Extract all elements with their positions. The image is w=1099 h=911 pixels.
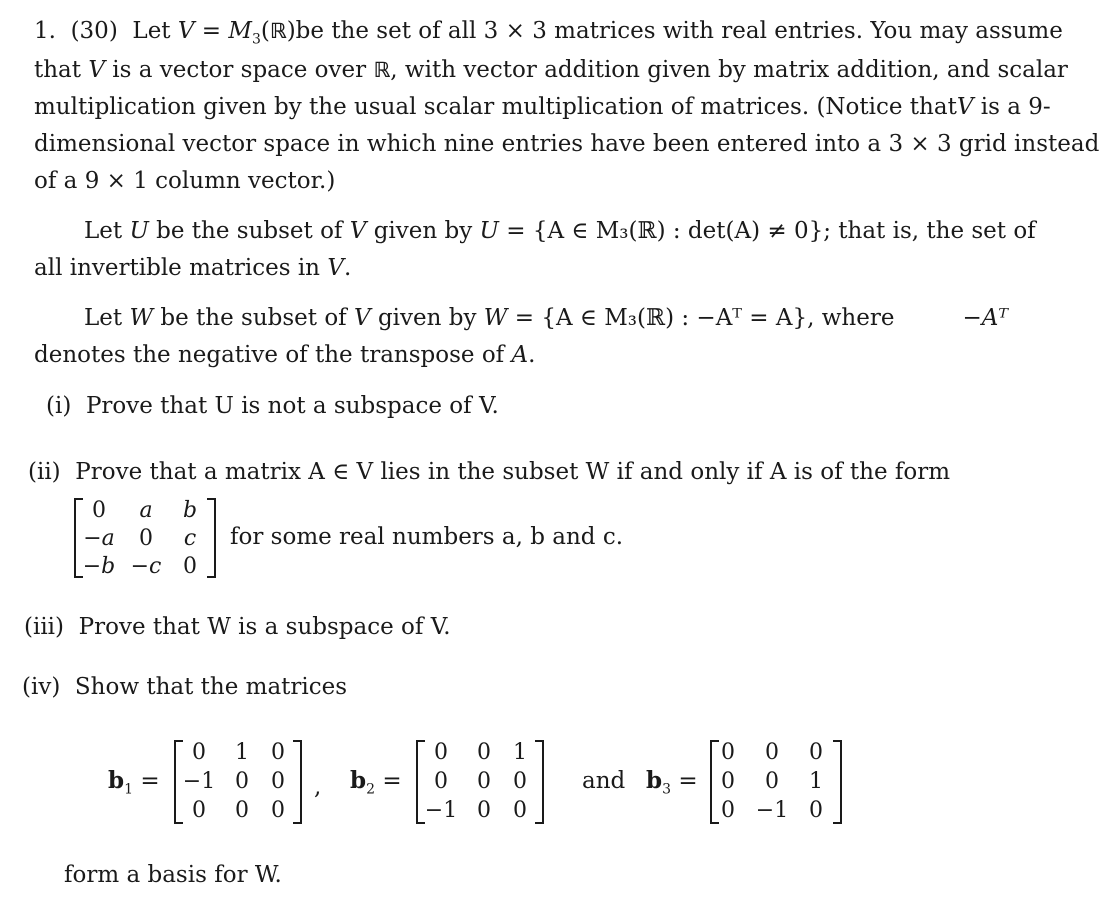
- matrix-cell: −b: [82, 553, 116, 579]
- part-iv-label: (iv): [22, 674, 61, 700]
- matrix-cell: 0: [192, 740, 206, 765]
- intro-line-5: of a 9 × 1 column vector.): [34, 168, 336, 194]
- matrix-cell: 0: [139, 525, 153, 551]
- b3-matrix: [710, 738, 842, 826]
- matrix-cell: 0: [271, 740, 285, 765]
- matrix-cell: 0: [765, 740, 779, 765]
- matrix-cell: 0: [434, 769, 448, 794]
- b1-matrix: [174, 738, 302, 826]
- matrix-cell: 0: [434, 740, 448, 765]
- matrix-cell: 0: [513, 769, 527, 794]
- part-iv-closing: form a basis for W.: [64, 862, 282, 888]
- matrix-cell: 0: [271, 798, 285, 823]
- part-iii-label: (iii): [24, 614, 65, 640]
- part-i: [46, 391, 499, 421]
- and-text: and: [582, 768, 626, 794]
- matrix-cell: 1: [235, 740, 249, 765]
- matrix-cell: −1: [424, 798, 458, 823]
- matrix-cell: 0: [513, 798, 527, 823]
- matrix-cell: 0: [235, 769, 249, 794]
- matrix-cell: 0: [809, 740, 823, 765]
- intro-line-1: 1. (30) Let $V = M_3(ℝ)$ be the set of all 3 × 3 matrices with real entries. You may assume: [34, 18, 1063, 48]
- intro-line-2: that V is a vector space over ℝ , with vector addition given by matrix addition, and scalar: [34, 57, 1068, 83]
- w-definition-line-1: Let W be the subset of V given by W = {A ∈ M₃(ℝ) : −Aᵀ = A}, where −Aᵀ: [84, 305, 1008, 331]
- matrix-cell: 0: [271, 769, 285, 794]
- part-ii-label: (ii): [28, 459, 61, 485]
- matrix-cell: 0: [477, 769, 491, 794]
- part-i-text: Prove that U is not a subspace of V.: [85, 393, 499, 419]
- u-definition-line-1: Let U be the subset of V given by U = {A ∈ M₃(ℝ) : det(A) ≠ 0} ; that is, the set of: [84, 218, 1036, 244]
- part-i-label: (i): [46, 393, 72, 419]
- b1-label: $b_1$ =: [108, 767, 160, 798]
- part-iv: [22, 672, 347, 702]
- matrix-cell: c: [183, 525, 197, 551]
- matrix-cell: 0: [477, 740, 491, 765]
- matrix-cell: −1: [182, 769, 216, 794]
- w-definition-line-2: denotes the negative of the transpose of A.: [34, 342, 536, 368]
- intro-line-3: multiplication given by the usual scalar multiplication of matrices. (Notice that V is a 9-: [34, 94, 1051, 120]
- matrix-cell: −a: [83, 525, 115, 551]
- matrix-cell: 0: [765, 769, 779, 794]
- matrix-cell: 0: [235, 798, 249, 823]
- matrix-cell: 1: [809, 769, 823, 794]
- u-definition-line-2: all invertible matrices in V.: [34, 255, 352, 281]
- b1-comma: ,: [314, 774, 322, 800]
- matrix-cell: 0: [192, 798, 206, 823]
- part-iii-text: Prove that W is a subspace of V.: [78, 614, 451, 640]
- matrix-cell: 1: [513, 740, 527, 765]
- matrix-cell: 0: [477, 798, 491, 823]
- part-ii-text: Prove that a matrix A ∈ V lies in the subset W if and only if A is of the form: [75, 459, 951, 485]
- matrix-cell: −c: [130, 553, 162, 579]
- matrix-cell: a: [139, 497, 153, 523]
- part-ii-after-text: for some real numbers a, b and c.: [230, 524, 624, 550]
- matrix-cell: 0: [721, 798, 735, 823]
- skew-symmetric-form-matrix: [74, 496, 216, 580]
- matrix-cell: −1: [755, 798, 789, 823]
- b2-label: $b_2$ =: [350, 767, 402, 798]
- b2-matrix: [416, 738, 544, 826]
- part-iv-text: Show that the matrices: [74, 674, 348, 700]
- matrix-cell: 0: [809, 798, 823, 823]
- matrix-cell: 0: [183, 553, 197, 579]
- part-iii: [24, 612, 451, 642]
- matrix-cell: 0: [721, 740, 735, 765]
- matrix-cell: 0: [721, 769, 735, 794]
- part-ii: [28, 457, 950, 487]
- matrix-cell: b: [182, 497, 198, 523]
- b3-label: $b_3$ =: [646, 767, 698, 798]
- matrix-cell: 0: [92, 497, 106, 523]
- intro-line-4: dimensional vector space in which nine entries have been entered into a 3 × 3 grid instead: [34, 131, 1099, 157]
